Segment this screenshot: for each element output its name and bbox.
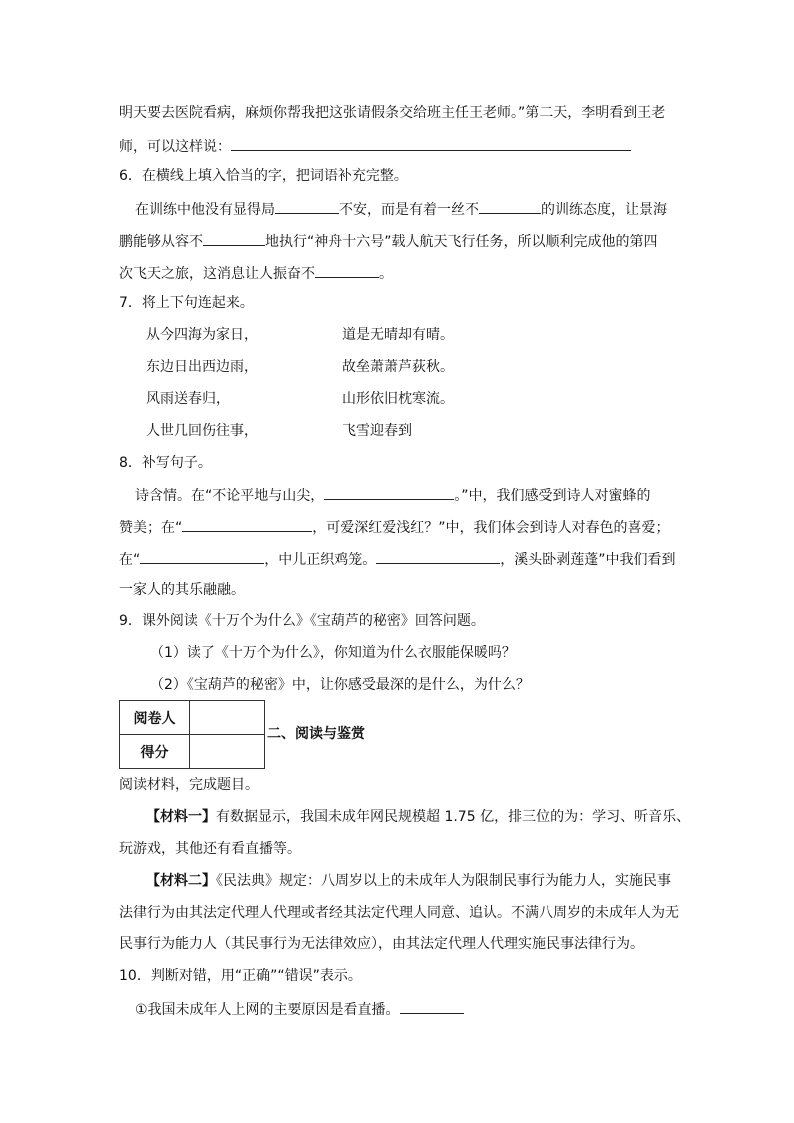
question-6-title: 6．在横线上填入恰当的字，把词语补充完整。: [119, 168, 408, 184]
question-6-line: [135, 198, 667, 220]
answer-blank[interactable]: [400, 998, 464, 1014]
text: 《民法典》规定：八周岁以上的未成年人为限制民事行为能力人，实施民事: [216, 873, 671, 889]
question-8-line: 一家人的其乐融融。: [119, 582, 245, 598]
text: 在“: [119, 552, 141, 568]
poem-right: 故垒萧萧芦荻秋。: [342, 359, 454, 375]
answer-blank[interactable]: [275, 198, 339, 214]
section-title: 二、阅读与鉴赏: [267, 726, 365, 742]
material-2-line: [146, 871, 671, 891]
text: ，溪头卧剥莲蓬”中我们看到: [500, 552, 676, 568]
score-label: 得分: [120, 735, 190, 769]
question-6-line: [119, 262, 393, 284]
answer-blank[interactable]: [182, 516, 312, 532]
question-6-line: [119, 230, 658, 252]
answer-blank[interactable]: [140, 548, 264, 564]
answer-blank[interactable]: [376, 548, 500, 564]
material-2-line: 民事行为能力人（其民事行为无法律效应），由其法定代理人代理实施民事法律行为。: [119, 936, 644, 952]
material-tag: 【材料二】: [146, 873, 216, 889]
question-7-title: 7．将上下句连起来。: [119, 295, 254, 311]
text: ，中儿正织鸡笼。: [264, 552, 377, 568]
text: 鹏能够从容不: [119, 234, 203, 250]
question-10-sub: [135, 998, 464, 1020]
question-8-line: [119, 516, 670, 538]
score-table: [119, 700, 265, 769]
text: 的训练态度，让景海: [541, 202, 667, 218]
question-8-title: 8．补写句子。: [119, 455, 212, 471]
text: 诗含情。在“不论平地与山尖，: [135, 488, 325, 504]
poem-right: 道是无晴却有晴。: [342, 327, 454, 343]
poem-left: 风雨送春归，: [146, 391, 230, 407]
text: 地执行“神舟十六号”载人航天飞行任务，所以顺利完成他的第四: [265, 234, 658, 250]
text: 在训练中他没有显得局: [135, 202, 275, 218]
text: 。: [379, 266, 393, 282]
text: ，可爱深红爱浅红？”中，我们体会到诗人对春色的喜爱；: [312, 520, 670, 536]
score-cell[interactable]: [190, 735, 265, 769]
question-8-line: [135, 484, 651, 506]
material-1-line: [146, 807, 690, 827]
text: 次飞天之旅，这消息让人振奋不: [119, 266, 315, 282]
question-9-sub: （1）读了《十万个为什么》，你知道为什么衣服能保暖吗？: [150, 645, 516, 661]
answer-blank[interactable]: [203, 230, 265, 246]
poem-left: 东边日出西边雨，: [146, 359, 258, 375]
text: 不安，而是有着一丝不: [339, 202, 479, 218]
material-tag: 【材料一】: [146, 809, 216, 825]
text-line: [119, 135, 631, 157]
poem-left: 人世几回伤往事，: [146, 423, 258, 439]
poem-right: 飞雪迎春到: [342, 423, 412, 439]
material-2-line: 法律行为由其法定代理人代理或者经其法定代理人同意、追认。不满八周岁的未成年人为无: [119, 905, 679, 921]
poem-left: 从今四海为家日，: [146, 327, 258, 343]
text: 有数据显示，我国未成年网民规模超 1.75 亿，排三位的为：学习、听音乐、: [216, 809, 691, 825]
question-8-line: [119, 548, 676, 570]
text-line: 明天要去医院看病，麻烦你帮我把这张请假条交给班主任王老师。”第二天，李明看到王老: [119, 105, 666, 121]
question-10-title: 10．判断对错，用“正确”“错误”表示。: [119, 968, 362, 984]
answer-blank[interactable]: [231, 135, 631, 151]
answer-blank[interactable]: [315, 262, 379, 278]
text: 师，可以这样说：: [119, 139, 231, 155]
question-9-sub: （2）《宝葫芦的秘密》中，让你感受最深的是什么，为什么？: [150, 677, 530, 693]
reading-intro: 阅读材料，完成题目。: [119, 777, 259, 793]
reviewer-label: 阅卷人: [120, 701, 190, 735]
text: 。”中，我们感受到诗人对蜜蜂的: [454, 488, 651, 504]
answer-blank[interactable]: [479, 198, 541, 214]
reviewer-cell[interactable]: [190, 701, 265, 735]
text: ①我国未成年人上网的主要原因是看直播。: [135, 1002, 400, 1018]
poem-right: 山形依旧枕寒流。: [342, 391, 454, 407]
text: 赞美；在“: [119, 520, 183, 536]
material-1-line: 玩游戏，其他还有看直播等。: [119, 841, 301, 857]
question-9-title: 9．课外阅读《十万个为什么》《宝葫芦的秘密》回答问题。: [119, 613, 485, 629]
answer-blank[interactable]: [324, 484, 454, 500]
